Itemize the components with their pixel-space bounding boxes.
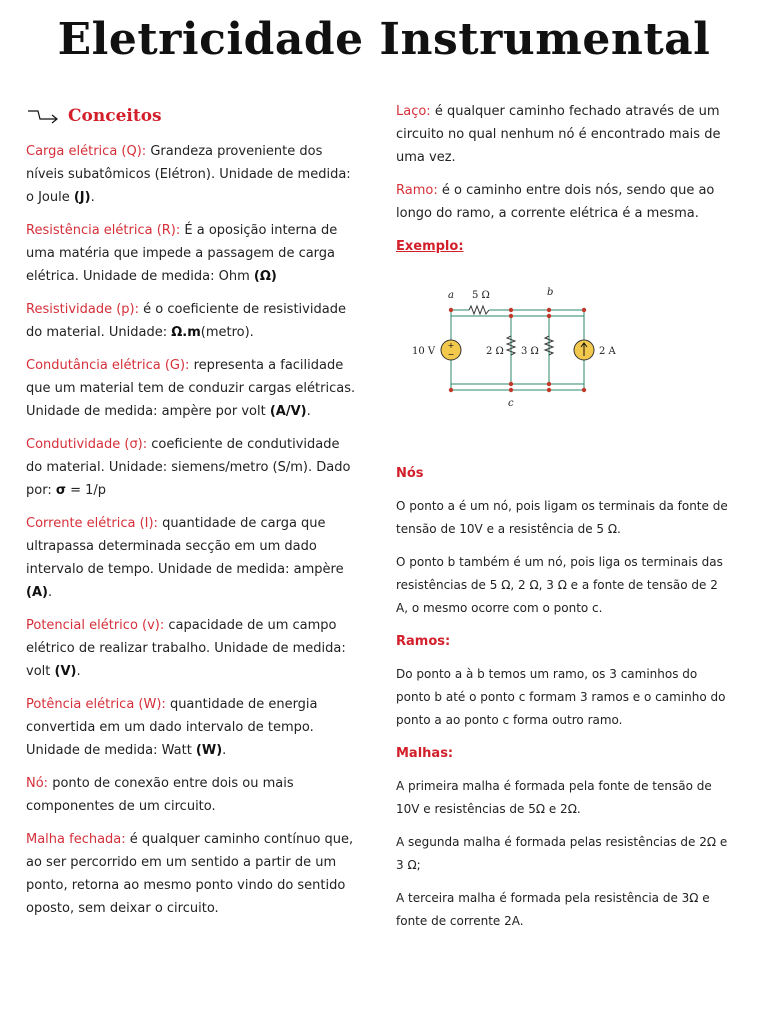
concept-entry [26, 828, 356, 920]
concept-term: Potencial elétrico (v): [26, 618, 165, 633]
malhas-paragraph-3: A terceira malha é formada pela resistência de 3Ω e fonte de corrente 2A. [396, 891, 710, 928]
concept-text: coeficiente de condutividade do material. Unidade: siemens/metro (S/m). Dado por: [26, 437, 351, 498]
arrow-right-icon [26, 107, 60, 127]
concept-unit: (A) [26, 585, 48, 600]
concept-after: . [76, 664, 81, 679]
concept-after: = 1/p [65, 483, 107, 498]
laco-definition [396, 100, 730, 169]
concept-entry [26, 219, 356, 288]
nos-paragraph-1: O ponto a é um nó, pois ligam os terminais da fonte de tensão de 10V e a resistência de 5 Ω. [396, 499, 728, 536]
laco-term: Laço: [396, 104, 431, 119]
concept-unit: (Ω) [253, 269, 277, 284]
concept-term: Malha fechada: [26, 832, 126, 847]
concept-entry [26, 140, 356, 209]
circuit-diagram [404, 278, 624, 418]
exemplo-heading: Exemplo: [396, 239, 464, 254]
nos-heading: Nós [396, 466, 424, 481]
page-title: Eletricidade Instrumental [57, 14, 711, 65]
concept-term: Condutividade (σ): [26, 437, 148, 452]
node-c-label: c [508, 398, 514, 409]
left-column [26, 105, 356, 930]
concept-text: capacidade de um campo elétrico de realizar trabalho. Unidade de medida: volt [26, 618, 346, 679]
concept-term: Resistência elétrica (R): [26, 223, 181, 238]
r1-label: 5 Ω [472, 290, 490, 301]
concept-text: é qualquer caminho contínuo que, ao ser percorrido em um sentido a partir de um ponto, retorna ao mesmo ponto vindo do sentido oposto, sem deixar o circuito. [26, 832, 354, 916]
concept-entry [26, 614, 356, 683]
concept-after: . [306, 404, 311, 419]
concept-text: ponto de conexão entre dois ou mais componentes de um circuito. [26, 776, 294, 814]
concept-entry [26, 512, 356, 604]
concept-term: Condutância elétrica (G): [26, 358, 190, 373]
concept-entry [26, 298, 356, 344]
minus-sign: − [447, 350, 455, 359]
malhas-paragraph-2: A segunda malha é formada pelas resistências de 2Ω e 3 Ω; [396, 835, 728, 872]
concept-unit: (V) [54, 664, 77, 679]
concept-unit: (J) [73, 190, 91, 205]
source-i-label: 2 A [599, 346, 616, 357]
concept-after: (metro). [200, 325, 254, 340]
concept-text: é o coeficiente de resistividade do material. Unidade: [26, 302, 346, 340]
concept-after: . [222, 743, 227, 758]
concept-after: . [47, 585, 53, 600]
concept-text: quantidade de carga que ultrapassa determinada secção em um dado intervalo de tempo. Unidade de medida: ampère [26, 516, 344, 577]
ramo-term: Ramo: [396, 183, 438, 198]
conceitos-heading [26, 105, 356, 128]
concept-entry [26, 433, 356, 502]
concept-term: Resistividade (p): [26, 302, 139, 317]
ramo-text: é o caminho entre dois nós, sendo que ao longo do ramo, a corrente elétrica é a mesma. [396, 183, 715, 221]
malhas-heading: Malhas: [396, 746, 454, 761]
ramo-definition [396, 179, 730, 225]
laco-text: é qualquer caminho fechado através de um circuito no qual nenhum nó é encontrado mais de uma vez. [396, 104, 721, 165]
concept-text: representa a facilidade que um material tem de conduzir cargas elétricas. Unidade de medida: ampère por volt [26, 358, 356, 419]
concept-term: Carga elétrica (Q): [26, 144, 147, 159]
malhas-paragraph-1: A primeira malha é formada pela fonte de tensão de 10V e resistências de 5Ω e 2Ω. [396, 779, 712, 816]
node-b-label: b [547, 287, 554, 298]
plus-sign: + [447, 341, 455, 350]
concept-entry [26, 354, 356, 423]
concept-term: Corrente elétrica (I): [26, 516, 158, 531]
ramos-heading: Ramos: [396, 634, 451, 649]
concept-after: . [90, 190, 95, 205]
nos-paragraph-2: O ponto b também é um nó, pois liga os terminais das resistências de 5 Ω, 2 Ω, 3 Ω e a fonte de tensão de 2 A, o mesmo ocorre com o ponto c. [396, 555, 723, 615]
right-column [396, 100, 730, 943]
concept-unit: (W) [195, 743, 223, 758]
r2-label: 2 Ω [486, 346, 504, 357]
concept-unit: σ [55, 483, 66, 498]
node-a-label: a [448, 290, 454, 301]
concept-text: É a oposição interna de uma matéria que impede a passagem de carga elétrica. Unidade de medida: Ohm [26, 223, 338, 284]
section-title: Conceitos [68, 106, 162, 126]
concept-entry [26, 772, 356, 818]
ramos-paragraph: Do ponto a à b temos um ramo, os 3 caminhos do ponto b até o ponto c formam 3 ramos e o caminho do ponto a ao ponto c forma outro ramo. [396, 667, 726, 727]
concept-term: Potência elétrica (W): [26, 697, 166, 712]
concept-unit: Ω.m [171, 325, 201, 340]
concept-text: Grandeza proveniente dos níveis subatômicos (Elétron). Unidade de medida: o Joule [26, 144, 351, 205]
source-v-label: 10 V [412, 346, 436, 357]
concept-text: quantidade de energia convertida em um dado intervalo de tempo. Unidade de medida: Watt [26, 697, 318, 758]
concept-unit: (A/V) [269, 404, 307, 419]
r3-label: 3 Ω [521, 346, 539, 357]
concept-term: Nó: [26, 776, 49, 791]
concept-entry [26, 693, 356, 762]
